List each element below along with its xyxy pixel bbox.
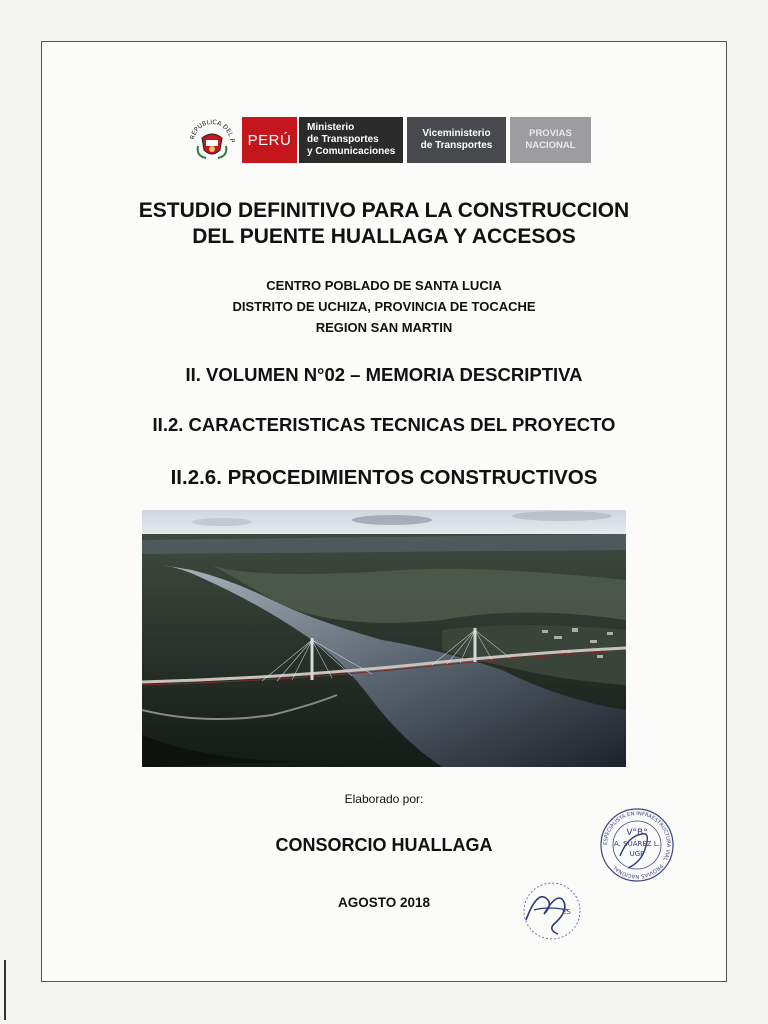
peru-coat-of-arms-icon — [188, 116, 236, 164]
ministerio-block — [299, 117, 403, 163]
location-block — [0, 275, 768, 338]
subsection-heading: II.2.6. PROCEDIMIENTOS CONSTRUCTIVOS — [170, 466, 598, 489]
ministerio-line-2: de Transportes — [307, 134, 379, 145]
handwritten-signature — [518, 880, 584, 942]
prepared-by-label: Elaborado por: — [344, 792, 424, 806]
title-line-1: ESTUDIO DEFINITIVO PARA LA CONSTRUCCION — [138, 199, 630, 222]
provias-line-1: PROVIAS — [529, 128, 572, 139]
ministerio-line-3: y Comunicaciones — [307, 146, 396, 157]
provias-line-2: NACIONAL — [525, 140, 576, 151]
provias-block — [510, 117, 591, 163]
stamp-line-1: V°B° — [626, 828, 648, 838]
peru-brand-block — [242, 117, 297, 163]
seal-text: REPUBLICA DEL P — [189, 118, 236, 143]
viceministerio-block — [407, 117, 506, 163]
scan-edge-mark — [4, 960, 6, 1020]
location-line-2: DISTRITO DE UCHIZA, PROVINCIA DE TOCACHE — [232, 299, 536, 314]
stamp-line-3: UGP — [629, 850, 645, 858]
viceministerio-line-1: Viceministerio — [422, 128, 491, 139]
header-logos — [188, 117, 591, 163]
location-line-1: CENTRO POBLADO DE SANTA LUCIA — [266, 278, 502, 293]
stamp-line-2: A. SUÁREZ L. — [614, 840, 660, 848]
volume-heading: II. VOLUMEN N°02 – MEMORIA DESCRIPTIVA — [185, 364, 583, 385]
viceministerio-line-2: de Transportes — [420, 140, 493, 151]
title-line-2: DEL PUENTE HUALLAGA Y ACCESOS — [192, 225, 576, 248]
document-title — [0, 198, 768, 250]
location-line-3: REGION SAN MARTIN — [315, 320, 453, 335]
ministerio-line-1: Ministerio — [307, 122, 355, 133]
signature-mark-text: ES — [562, 908, 571, 916]
peru-label: PERÚ — [247, 131, 292, 149]
document-date: AGOSTO 2018 — [337, 895, 431, 910]
stamp-ring-text: ESPECIALISTA EN INFRAESTRUCTURA VIAL · PROVIAS NACIONAL — [602, 810, 672, 880]
consortium-name: CONSORCIO HUALLAGA — [275, 835, 493, 855]
section-heading: II.2. CARACTERISTICAS TECNICAS DEL PROYECTO — [152, 414, 616, 435]
approval-stamp — [598, 806, 676, 884]
bridge-aerial-photo — [142, 510, 626, 767]
